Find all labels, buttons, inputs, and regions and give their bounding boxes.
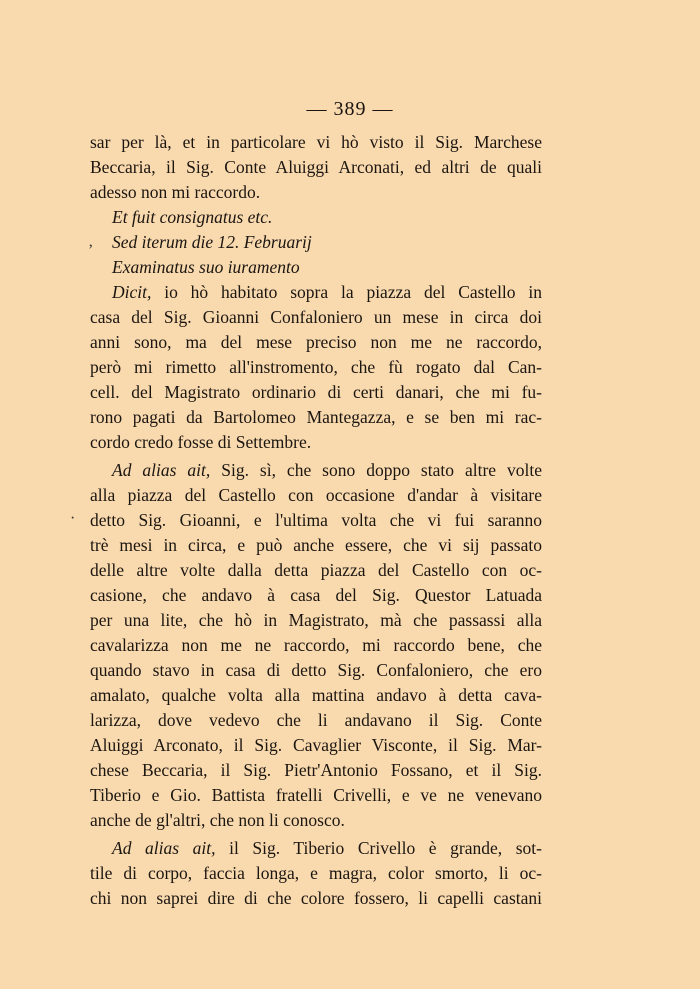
- body-text: [90, 130, 542, 911]
- text-line: chese Beccaria, il Sig. Pietr'Antonio Fossano, et il Sig.: [90, 760, 542, 780]
- text-line: per una lite, che hò in Magistrato, mà che passassi alla: [90, 610, 542, 630]
- text-line: anche de gl'altri, che non li conosco.: [90, 810, 345, 830]
- text-line: tile di corpo, faccia longa, e magra, color smorto, li oc-: [90, 863, 542, 883]
- text-line: casione, che andavo à casa del Sig. Questor Latuada: [90, 585, 542, 605]
- latin-formula-line: Et fuit consignatus etc.: [112, 207, 273, 227]
- text-line: anni sono, ma del mese preciso non me ne raccordo,: [90, 332, 542, 352]
- text-line: cavalarizza non me ne raccordo, mi raccordo bene, che: [90, 635, 542, 655]
- text-line: alla piazza del Castello con occasione d'andar à visitare: [90, 485, 542, 505]
- latin-lead-in: Ad alias ait,: [112, 838, 216, 858]
- text-line: però mi rimetto all'instromento, che fù rogato dal Can-: [90, 357, 542, 377]
- latin-lead-in: Ad alias ait,: [112, 460, 211, 480]
- text-line: casa del Sig. Gioanni Confaloniero un mese in circa doi: [90, 307, 542, 327]
- text-line: detto Sig. Gioanni, e l'ultima volta che vi fui saranno: [90, 510, 542, 530]
- text-line: Aluiggi Arconato, il Sig. Cavaglier Visconte, il Sig. Mar-: [90, 735, 542, 755]
- latin-lead-in: Dicit,: [112, 282, 152, 302]
- text-line: Beccaria, il Sig. Conte Aluiggi Arconati, ed altri de quali: [90, 157, 542, 177]
- latin-formula-line: Sed iterum die 12. Februarij: [112, 232, 312, 252]
- margin-dot: ·: [70, 510, 76, 527]
- text-line: sar per là, et in particolare vi hò visto il Sig. Marchese: [90, 132, 542, 152]
- text-line: amalato, qualche volta alla mattina andavo à detta cava-: [90, 685, 542, 705]
- latin-formula-line: Examinatus suo iuramento: [112, 257, 300, 277]
- text-line: cordo credo fosse di Settembre.: [90, 432, 312, 452]
- margin-mark: ʼ: [88, 242, 94, 259]
- paragraph-start-line: Dicit, io hò habitato sopra la piazza del Castello in: [112, 282, 542, 302]
- text-line: quando stavo in casa di detto Sig. Confaloniero, che ero: [90, 660, 542, 680]
- text-line: adesso non mi raccordo.: [90, 182, 261, 202]
- text-line: rono pagati da Bartolomeo Mantegazza, e se ben mi rac-: [90, 407, 542, 427]
- text-line: larizza, dove vedevo che li andavano il Sig. Conte: [90, 710, 542, 730]
- text-line: cell. del Magistrato ordinario di certi danari, che mi fu-: [90, 382, 542, 402]
- paragraph-start-line: Ad alias ait, il Sig. Tiberio Crivello è grande, sot-: [112, 838, 542, 858]
- text-line: chi non saprei dire di che colore fossero, li capelli castani: [90, 888, 542, 908]
- paragraph-start-line: Ad alias ait, Sig. sì, che sono doppo stato altre volte: [112, 460, 542, 480]
- page-number: — 389 —: [306, 98, 394, 120]
- text-line: Tiberio e Gio. Battista fratelli Crivelli, e ve ne venevano: [90, 785, 542, 805]
- text-line: trè mesi in circa, e può anche essere, che vi sij passato: [90, 535, 542, 555]
- text-line: delle altre volte dalla detta piazza del Castello con oc-: [90, 560, 542, 580]
